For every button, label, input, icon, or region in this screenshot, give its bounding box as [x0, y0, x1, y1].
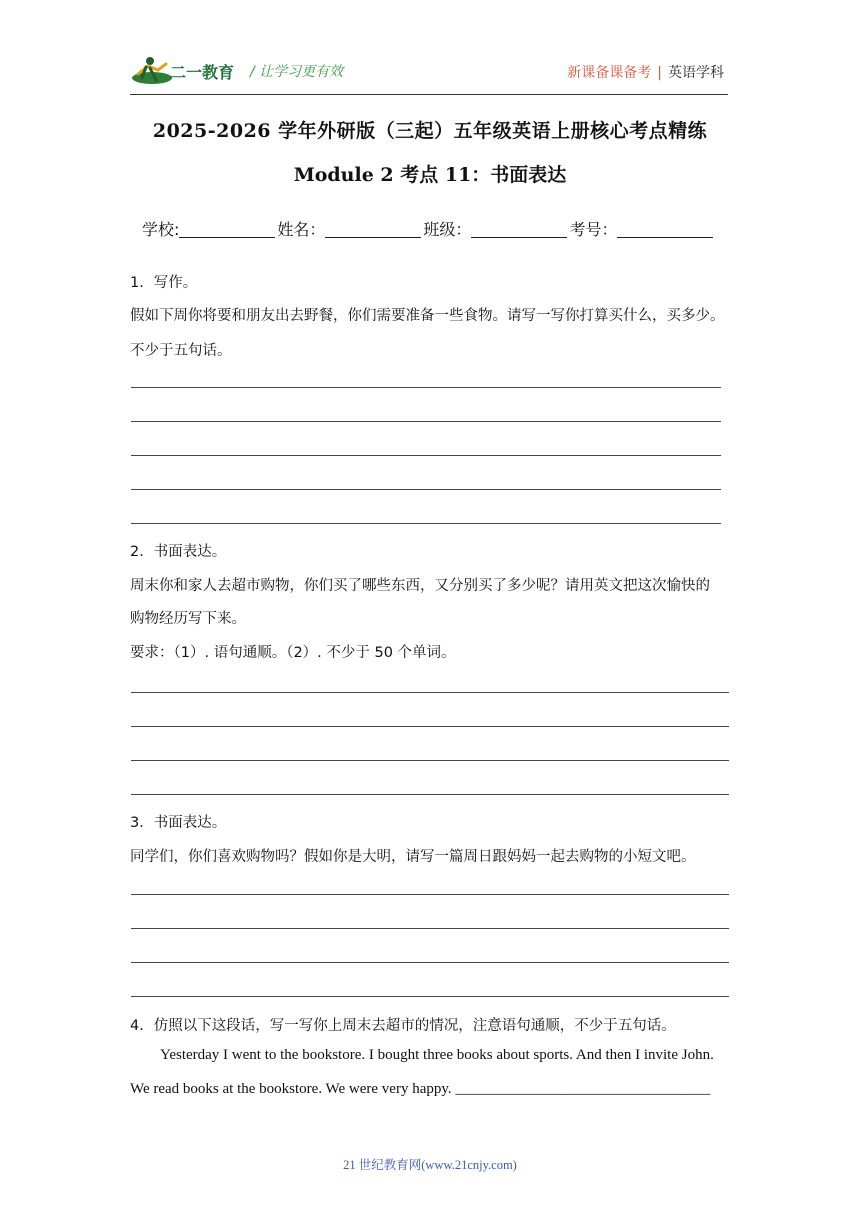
q2-answer-line[interactable]	[131, 794, 729, 795]
q1-answer-line[interactable]	[131, 489, 721, 490]
q2-text: 周末你和家人去超市购物，你们买了哪些东西，又分别买了多少呢？请用英文把这次愉快的	[130, 578, 710, 594]
school-field[interactable]	[179, 221, 275, 238]
header-right	[567, 62, 724, 82]
student-info-row	[142, 217, 715, 240]
q1-answer-line[interactable]	[131, 421, 721, 422]
slogan: / 让学习更有效	[250, 64, 344, 80]
number-label: 考号：	[569, 220, 618, 239]
q1-text-2: 不少于五句话。	[130, 343, 232, 359]
q2-requirement: 要求：（1）. 语句通顺。（2）. 不少于 50 个单词。	[130, 645, 456, 661]
name-label: 姓名：	[277, 220, 326, 239]
q1-number: 1．写作。	[130, 275, 198, 291]
q3-text: 同学们，你们喜欢购物吗？假如你是大明，请写一篇周日跟妈妈一起去购物的小短文吧。	[130, 849, 696, 865]
header-separator: |	[657, 65, 662, 81]
logo-text: 二一教育	[170, 63, 235, 82]
subject-label: 英语学科	[668, 65, 724, 81]
q2-answer-line[interactable]	[131, 760, 729, 761]
q1-text: 假如下周你将要和朋友出去野餐，你们需要准备一些食物。请写一写你打算买什么，买多少。	[130, 308, 725, 324]
q4-passage-line-2: We read books at the bookstore. We were very happy. __________________________________	[130, 1081, 711, 1097]
q4-number: 4．仿照以下这段话，写一写你上周末去超市的情况，注意语句通顺，不少于五句话。	[130, 1018, 676, 1034]
q2-number: 2．书面表达。	[130, 544, 227, 560]
q1-answer-line[interactable]	[131, 455, 721, 456]
header-tagline: 新课备课备考	[567, 65, 652, 81]
q3-number: 3．书面表达。	[130, 815, 227, 831]
q2-answer-line[interactable]	[131, 726, 729, 727]
page-footer: 21 世纪教育网(www.21cnjy.com)	[343, 1158, 517, 1172]
q2-answer-line[interactable]	[131, 692, 729, 693]
school-label: 学校:	[142, 220, 180, 239]
q1-answer-line[interactable]	[131, 387, 721, 388]
q3-answer-line[interactable]	[131, 928, 729, 929]
page-subtitle: Module 2 考点 11：书面表达	[293, 164, 567, 186]
q3-answer-line[interactable]	[131, 996, 729, 997]
number-field[interactable]	[617, 221, 713, 238]
name-field[interactable]	[325, 221, 421, 238]
class-field[interactable]	[471, 221, 567, 238]
q4-passage-line-1: Yesterday I went to the bookstore. I bought three books about sports. And then I invite John.	[160, 1047, 714, 1063]
page-title: 2025-2026 学年外研版（三起）五年级英语上册核心考点精练	[152, 120, 708, 142]
class-label: 班级：	[423, 220, 472, 239]
logo-icon	[130, 54, 248, 88]
page-header	[130, 52, 730, 96]
q3-answer-line[interactable]	[131, 894, 729, 895]
q2-text-2: 购物经历写下来。	[130, 611, 246, 627]
q1-answer-line[interactable]	[131, 523, 721, 524]
q3-answer-line[interactable]	[131, 962, 729, 963]
header-divider	[130, 94, 728, 95]
